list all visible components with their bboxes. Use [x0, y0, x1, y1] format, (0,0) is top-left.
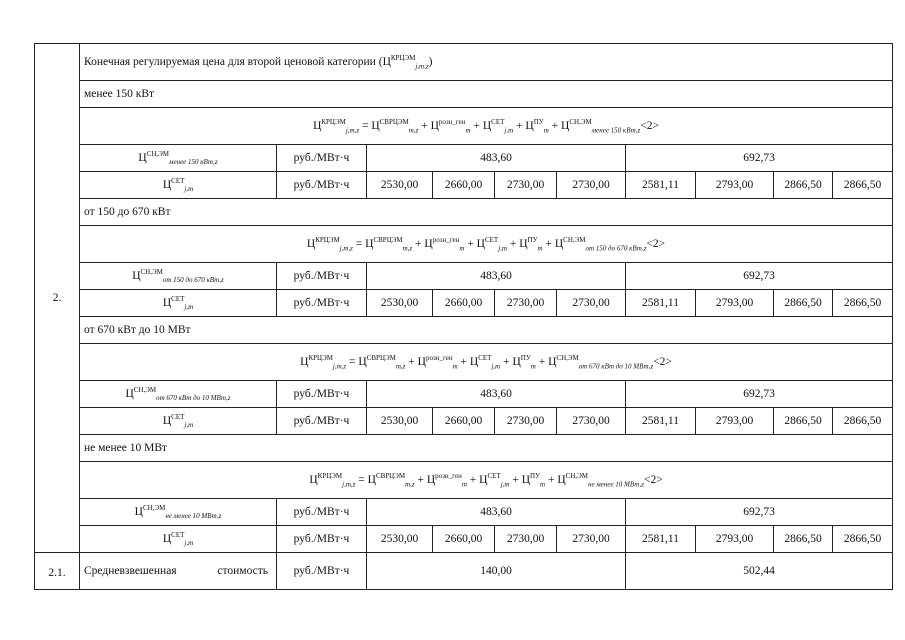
price-formula: $Ц^{КРЦЭМ}_{j,m,z} = Ц^{СВРЦЭМ}_{m,z} + Ц^{розн\_ген}_m + Ц^{СЕТ}_{j,m} + Ц^{ПУ}_m + Ц^{СН,ЭМ}_{от 670 кВт до 10 МВт,z}<2>$	[80, 344, 893, 381]
set-value-cell: 2793,00	[696, 526, 774, 553]
category-heading-row	[35, 199, 893, 226]
set-value-cell: 2730,00	[495, 526, 557, 553]
sn-symbol: $Ц^{СН,ЭМ}_{не менее 10 МВт,z}$	[80, 499, 277, 526]
sn-symbol: $Ц^{СН,ЭМ}_{менее 150 кВт,z}$	[80, 145, 277, 172]
subsection-row	[35, 553, 893, 590]
formula-note: <2>	[643, 473, 663, 486]
formula-note: <2>	[640, 119, 660, 132]
sn-tariff-row	[35, 145, 893, 172]
formula-term: $Ц^{СВРЦЭМ}_{m,z}$	[365, 235, 413, 253]
sn-tariff-row	[35, 499, 893, 526]
set-value-cell: 2793,00	[696, 290, 774, 317]
set-symbol: $Ц^{СЕТ}_{j,m}$	[80, 408, 277, 435]
price-formula: $Ц^{КРЦЭМ}_{j,m,z} = Ц^{СВРЦЭМ}_{m,z} + Ц^{розн\_ген}_m + Ц^{СЕТ}_{j,m} + Ц^{ПУ}_m + Ц^{СН,ЭМ}_{не менее 10 МВт,z}<2>$	[80, 462, 893, 499]
set-value-cell: 2730,00	[557, 408, 626, 435]
category-heading: от 670 кВт до 10 МВт	[80, 317, 893, 344]
set-value-cell: 2730,00	[557, 290, 626, 317]
set-value-cell: 2866,50	[774, 526, 833, 553]
formula-row	[35, 226, 893, 263]
set-value-cell: 2530,00	[367, 172, 433, 199]
set-value-cell: 2660,00	[433, 172, 495, 199]
category-heading: от 150 до 670 кВт	[80, 199, 893, 226]
unit-cell: руб./МВт·ч	[277, 263, 367, 290]
category-heading: менее 150 кВт	[80, 81, 893, 108]
set-tariff-row	[35, 290, 893, 317]
subsection-label-right: стоимость	[217, 565, 268, 577]
sn-value-b: 692,73	[626, 263, 893, 290]
section-title-text: Конечная регулируемая цена для второй ценовой категории	[84, 55, 376, 68]
formula-term: $Ц^{СВРЦЭМ}_{m,z}$	[371, 117, 419, 135]
unit-cell: руб./МВт·ч	[277, 553, 367, 590]
formula-term: $Ц^{розн\_ген}_m$	[417, 353, 458, 371]
section-title	[80, 44, 893, 81]
section-number: 2.	[35, 44, 80, 553]
formula-term: $Ц^{ПУ}_m$	[521, 471, 546, 489]
formula-term: $Ц^{розн\_ген}_m$	[426, 471, 467, 489]
formula-term: $Ц^{СЕТ}_{j,m}$	[476, 235, 507, 253]
formula-row	[35, 344, 893, 381]
sn-symbol: $Ц^{СН,ЭМ}_{от 670 кВт до 10 МВт,z}$	[80, 381, 277, 408]
set-value-cell: 2660,00	[433, 526, 495, 553]
formula-term: $Ц^{розн\_ген}_m$	[424, 235, 465, 253]
subsection-value-a: 140,00	[367, 553, 626, 590]
sn-tariff-row	[35, 381, 893, 408]
sn-value-b: 692,73	[626, 499, 893, 526]
unit-cell: руб./МВт·ч	[277, 526, 367, 553]
formula-note: <2>	[653, 355, 672, 368]
subsection-label-left: Средневзвешенная	[84, 565, 177, 577]
set-value-cell: 2866,50	[774, 172, 833, 199]
unit-cell: руб./МВт·ч	[277, 290, 367, 317]
set-value-cell: 2581,11	[626, 408, 696, 435]
sn-value-a: 483,60	[367, 499, 626, 526]
category-heading-row	[35, 81, 893, 108]
unit-cell: руб./МВт·ч	[277, 145, 367, 172]
sn-value-b: 692,73	[626, 145, 893, 172]
subsection-value-b: 502,44	[626, 553, 893, 590]
formula-lhs: $Ц^{КРЦЭМ}_{j,m,z}$	[300, 353, 347, 371]
sn-value-a: 483,60	[367, 381, 626, 408]
formula-term: $Ц^{СЕТ}_{j,m}$	[469, 353, 501, 371]
price-formula: $Ц^{КРЦЭМ}_{j,m,z} = Ц^{СВРЦЭМ}_{m,z} + Ц^{розн\_ген}_m + Ц^{СЕТ}_{j,m} + Ц^{ПУ}_m + Ц^{СН,ЭМ}_{менее 150 кВт,z}<2>$	[80, 108, 893, 145]
set-tariff-row	[35, 408, 893, 435]
set-value-cell: 2730,00	[495, 408, 557, 435]
set-symbol: $Ц^{СЕТ}_{j,m}$	[80, 290, 277, 317]
formula-term: $Ц^{СВРЦЭМ}_{m,z}$	[358, 353, 406, 371]
unit-cell: руб./МВт·ч	[277, 172, 367, 199]
formula-term: $Ц^{ПУ}_m$	[512, 353, 536, 371]
unit-cell: руб./МВт·ч	[277, 499, 367, 526]
set-value-cell: 2730,00	[557, 526, 626, 553]
price-formula: $Ц^{КРЦЭМ}_{j,m,z} = Ц^{СВРЦЭМ}_{m,z} + Ц^{розн\_ген}_m + Ц^{СЕТ}_{j,m} + Ц^{ПУ}_m + Ц^{СН,ЭМ}_{от 150 до 670 кВт,z}<2>$	[80, 226, 893, 263]
set-value-cell: 2866,50	[833, 172, 893, 199]
formula-term: $Ц^{ПУ}_m$	[519, 235, 543, 253]
formula-term: $Ц^{СН,ЭМ}_{не менее 10 МВт,z}$	[557, 471, 644, 489]
set-value-cell: 2530,00	[367, 290, 433, 317]
set-value-cell: 2730,00	[495, 290, 557, 317]
set-value-cell: 2581,11	[626, 172, 696, 199]
set-value-cell: 2730,00	[495, 172, 557, 199]
section-title-symbol: $(Ц^{КРЦЭМ}_{j,m,z})$	[378, 53, 433, 71]
section-title-row	[35, 44, 893, 81]
set-value-cell: 2866,50	[833, 408, 893, 435]
set-value-cell: 2581,11	[626, 526, 696, 553]
sn-value-b: 692,73	[626, 381, 893, 408]
formula-row	[35, 108, 893, 145]
formula-lhs: $Ц^{КРЦЭМ}_{j,m,z}$	[306, 235, 353, 253]
formula-term: $Ц^{СЕТ}_{j,m}$	[479, 471, 510, 489]
sn-tariff-row	[35, 263, 893, 290]
formula-note: <2>	[646, 237, 666, 250]
formula-row	[35, 462, 893, 499]
unit-cell: руб./МВт·ч	[277, 408, 367, 435]
table-footer	[35, 553, 893, 590]
category-heading: не менее 10 МВт	[80, 435, 893, 462]
subsection-number: 2.1.	[35, 553, 80, 590]
set-value-cell: 2530,00	[367, 408, 433, 435]
set-value-cell: 2866,50	[833, 526, 893, 553]
set-value-cell: 2660,00	[433, 408, 495, 435]
set-symbol: $Ц^{СЕТ}_{j,m}$	[80, 526, 277, 553]
tariff-table	[34, 43, 893, 590]
set-tariff-row	[35, 172, 893, 199]
subsection-label	[80, 553, 277, 590]
formula-term: $Ц^{СН,ЭМ}_{от 150 до 670 кВт,z}$	[554, 235, 647, 253]
set-value-cell: 2730,00	[557, 172, 626, 199]
set-value-cell: 2793,00	[696, 408, 774, 435]
category-heading-row	[35, 317, 893, 344]
category-heading-row	[35, 435, 893, 462]
set-value-cell: 2660,00	[433, 290, 495, 317]
sn-symbol: $Ц^{СН,ЭМ}_{от 150 до 670 кВт,z}$	[80, 263, 277, 290]
set-value-cell: 2581,11	[626, 290, 696, 317]
set-value-cell: 2530,00	[367, 526, 433, 553]
formula-term: $Ц^{СВРЦЭМ}_{m,z}$	[367, 471, 415, 489]
unit-cell: руб./МВт·ч	[277, 381, 367, 408]
sn-value-a: 483,60	[367, 145, 626, 172]
formula-term: $Ц^{розн\_ген}_m$	[430, 117, 471, 135]
set-value-cell: 2866,50	[774, 290, 833, 317]
set-value-cell: 2793,00	[696, 172, 774, 199]
formula-lhs: $Ц^{КРЦЭМ}_{j,m,z}$	[309, 471, 356, 489]
set-symbol: $Ц^{СЕТ}_{j,m}$	[80, 172, 277, 199]
formula-term: $Ц^{СН,ЭМ}_{от 670 кВт до 10 МВт,z}$	[548, 353, 654, 371]
table-body	[35, 44, 893, 553]
formula-term: $Ц^{СЕТ}_{j,m}$	[482, 117, 514, 135]
set-value-cell: 2866,50	[833, 290, 893, 317]
sn-value-a: 483,60	[367, 263, 626, 290]
formula-term: $Ц^{ПУ}_m$	[525, 117, 549, 135]
formula-lhs: $Ц^{КРЦЭМ}_{j,m,z}$	[313, 117, 360, 135]
formula-term: $Ц^{СН,ЭМ}_{менее 150 кВт,z}$	[561, 117, 641, 135]
set-tariff-row	[35, 526, 893, 553]
set-value-cell: 2866,50	[774, 408, 833, 435]
